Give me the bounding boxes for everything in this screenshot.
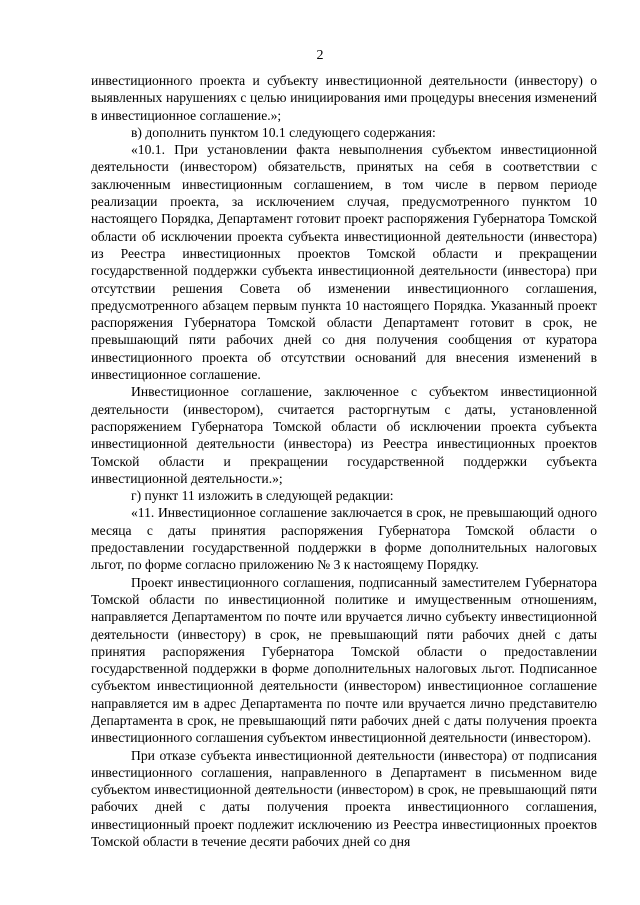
paragraph-item-g: г) пункт 11 изложить в следующей редакции: [131,488,394,504]
paragraph-item-v: в) дополнить пунктом 10.1 следующего содержания: [131,124,436,140]
paragraph-clause-10-1: «10.1. При установлении факта невыполнения субъектом инвестиционной деятельности (инвестором) обязательств, принятых на себя в соответствии с заключенным инвестиционным соглашением, в том числе в первом периоде реализации проекта, за исключением случая, предусмотренного пунктом 10 настоящего Порядка, Департамент готовит проект распоряжения Губернатора Томской области об исключении проекта субъекта инвестиционной деятельности (инвестора) из Реестра инвестиционных проектов Томской области и прекращении государственной поддержки субъекта инвестиционной деятельности (инвестора) при отсутствии решения Совета об изменении инвестиционного соглашения, предусмотренного абзацем первым пункта 10 настоящего Порядка. Указанный проект распоряжения Губернатора Томской области Департамент готовит в срок, не превышающий пяти рабочих дней со дня получения сообщения от куратора инвестиционного проекта об отсутствии оснований для внесения изменений в инвестиционное соглашение. [91,142,597,383]
paragraph-agreement-terminated: Инвестиционное соглашение, заключенное с субъектом инвестиционной деятельности (инвестором), считается расторгнутым с даты, установленной распоряжением Губернатора Томской области об исключении проекта субъекта инвестиционной деятельности (инвестора) из Реестра инвестиционных проектов Томской области и прекращении государственной поддержки субъекта инвестиционной деятельности.»; [91,384,597,486]
document-body [91,72,597,850]
paragraph-refusal: При отказе субъекта инвестиционной деятельности (инвестора) от подписания инвестиционного соглашения, направленного в Департамент в письменном виде субъектом инвестиционной деятельности (инвестором) в срок, не превышающий пяти рабочих дней с даты получения проекта инвестиционного соглашения, инвестиционный проект подлежит исключению из Реестра инвестиционных проектов Томской области в течение десяти рабочих дней со дня [91,747,597,850]
paragraph-continuation: инвестиционного проекта и субъекту инвестиционной деятельности (инвестору) о выявленных нарушениях с целью инициирования ими процедуры внесения изменений в инвестиционное соглашение.»; [91,73,597,123]
paragraph-clause-11: «11. Инвестиционное соглашение заключается в срок, не превышающий одного месяца с даты принятия распоряжения Губернатора Томской области о предоставлении государственной поддержки в форме дополнительных налоговых льгот, по форме согласно приложению № 3 к настоящему Порядку. [91,505,597,573]
paragraph-draft-agreement: Проект инвестиционного соглашения, подписанный заместителем Губернатора Томской области по инвестиционной политике и имущественным отношениям, направляется Департаментом по почте или вручается лично субъекту инвестиционной деятельности (инвестору) в срок, не превышающий пяти рабочих дней с даты принятия распоряжения Губернатора Томской области о предоставлении государственной поддержки в форме дополнительных налоговых льгот. Подписанное субъектом инвестиционной деятельности (инвестором) инвестиционное соглашение направляется им в адрес Департамента по почте или вручается лично представителю Департамента в срок, не превышающий пяти рабочих дней с даты получения проекта инвестиционного соглашения субъектом инвестиционной деятельности (инвестором). [91,574,597,746]
page-number: 2 [316,48,324,63]
